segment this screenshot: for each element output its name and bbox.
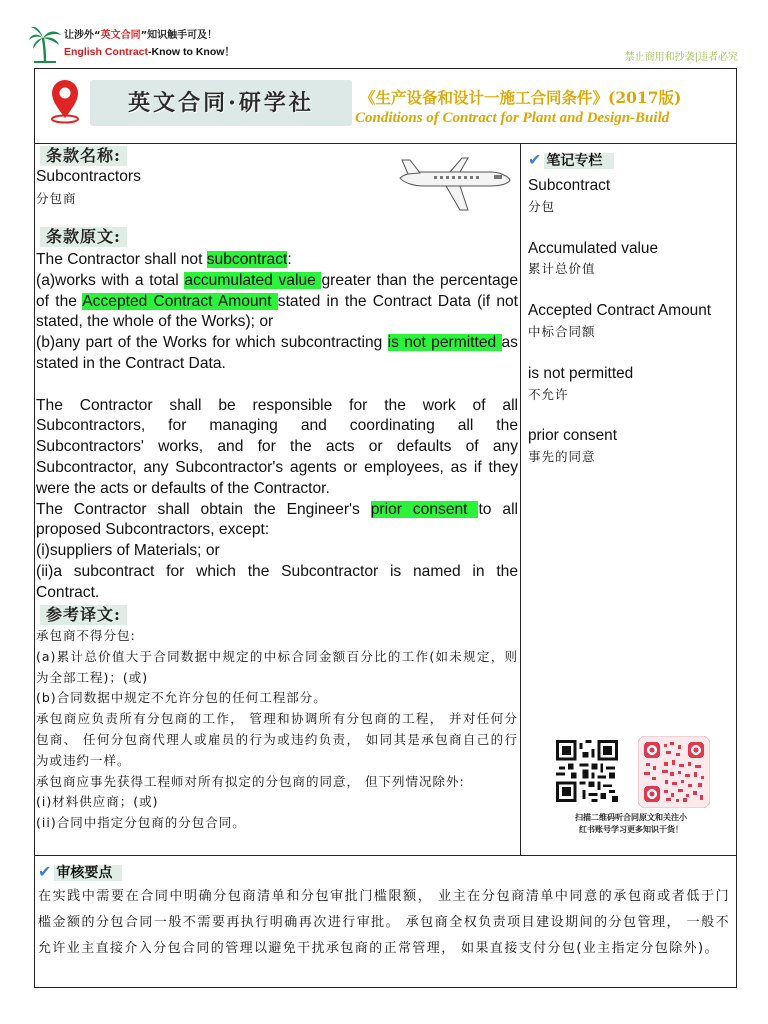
- highlight-prior-consent: prior consent: [370, 500, 479, 518]
- translation-text: [36, 626, 518, 834]
- wechat-qr-code[interactable]: [556, 740, 618, 802]
- clause-intro: The Contractor shall not subcontract:: [36, 251, 292, 268]
- palm-tree-logo: [28, 24, 62, 64]
- highlight-subcontract: subcontract: [206, 251, 288, 268]
- check-icon: ✔: [528, 150, 542, 169]
- highlight-accumulated-value: accumulated value: [184, 271, 322, 289]
- divider-review: [34, 855, 737, 856]
- review-header: ✔ 审核要点: [38, 862, 122, 882]
- translation-line-6: (i)材料供应商；(或): [36, 794, 159, 810]
- clause-name-en: Subcontractors: [36, 168, 141, 185]
- review-text: 在实践中需要在合同中明确分包商清单和分包审批门槛限额， 业主在分包商清单中同意的承包商或者低于门槛金额的分包合同一般不需要再执行明确再次进行审批。 承包商全权负责项目建设期间的分包管理， 一般不允许业主直接介入分包合同的管理以避免干扰承包商的正常管理， 如果直接支付分包(业主指定分包除外)。: [38, 889, 730, 956]
- translation-line-5: 承包商应事先获得工程师对所有拟定的分包商的同意， 但下列情况除外:: [36, 773, 465, 789]
- highlight-accepted-contract-amount: Accepted Contract Amount: [82, 292, 278, 310]
- location-pin-icon: [48, 78, 82, 124]
- notes-list: [528, 176, 734, 489]
- tagline: 让涉外“英文合同”知识触手可及！: [64, 30, 218, 41]
- note-term-cn: 累计总价值: [528, 261, 596, 277]
- translation-label: 参考译文:: [40, 605, 127, 625]
- page-title: 英文合同·研学社: [128, 90, 314, 116]
- translation-line-4: 承包商应负责所有分包商的工作， 管理和协调所有分包商的工程， 并对任何分包商、 任何分包商代理人或雇员的行为或违约负责， 如同其是承包商自己的行为或违约一样。: [36, 711, 518, 768]
- clause-exception-i: (i)suppliers of Materials; or: [36, 542, 220, 560]
- note-term-en: Accumulated value: [528, 239, 659, 257]
- clause-name-cn: 分包商: [36, 191, 77, 206]
- clause-text-label: 条款原文:: [40, 227, 127, 247]
- note-term-cn: 分包: [528, 198, 556, 214]
- highlight-not-permitted: is not permitted: [387, 334, 502, 352]
- clause-exception-ii: (ii)a subcontract for which the Subcontractor is named in the Contract.: [36, 562, 518, 601]
- clause-original-text: [36, 250, 518, 604]
- clause-item-b: (b)any part of the Works for which subcontracting is not permitted as stated in the Contract Data.: [36, 334, 518, 372]
- xiaohongshu-qr-code[interactable]: [638, 736, 710, 808]
- note-term-en: Accepted Contract Amount: [528, 302, 712, 320]
- note-term-en: is not permitted: [528, 364, 634, 382]
- translation-line-2: (a)累计总价值大于合同数据中规定的中标合同金额百分比的工作(如未规定，则为全部工程)；(或): [36, 648, 518, 685]
- airplane-icon: [394, 152, 514, 214]
- note-term-en: prior consent: [528, 427, 617, 445]
- translation-line-7: (ii)合同中指定分包商的分包合同。: [36, 815, 246, 831]
- brand-text: English Contract-Know to Know！: [64, 46, 235, 58]
- note-term-en: Subcontract: [528, 177, 611, 194]
- note-term-cn: 事先的同意: [528, 449, 596, 465]
- qr-caption: 扫描二维码听合同原文和关注小 红书账号学习更多知识干货！: [575, 813, 687, 834]
- contract-title-cn: 《生产设备和设计一施工合同条件》(2017版): [360, 88, 682, 107]
- clause-item-a: (a)works with a total accumulated value greater than the percentage of the Accepted Contract Amount stated in the Contract Data (if not stated, the whole of the Works); or: [36, 271, 519, 331]
- translation-line-3: (b)合同数据中规定不允许分包的任何工程部分。: [36, 690, 327, 706]
- divider-header: [34, 143, 737, 144]
- clause-name-label: 条款名称:: [40, 146, 127, 166]
- note-term-cn: 中标合同额: [528, 323, 596, 339]
- translation-line-1: 承包商不得分包:: [36, 628, 136, 643]
- clause-paragraph-responsibility: The Contractor shall be responsible for the work of all Subcontractors, for managing and coordinating all the Subcontractors' works, and for the acts or defaults of any Subcontractor, any Subcontractor's agents or employees, as if they were the acts or defaults of the Contractor.: [36, 396, 518, 497]
- contract-title-en: Conditions of Contract for Plant and Design-Build: [355, 110, 670, 126]
- copyright-warning: 禁止商用和抄袭|违者必究: [624, 52, 738, 63]
- note-term-cn: 不允许: [528, 386, 569, 402]
- notes-header: ✔ 笔记专栏: [528, 150, 614, 170]
- divider-column: [520, 143, 521, 855]
- clause-paragraph-consent: The Contractor shall obtain the Engineer's prior consent to all proposed Subcontractors, except:: [36, 500, 518, 539]
- check-icon: ✔: [38, 862, 52, 881]
